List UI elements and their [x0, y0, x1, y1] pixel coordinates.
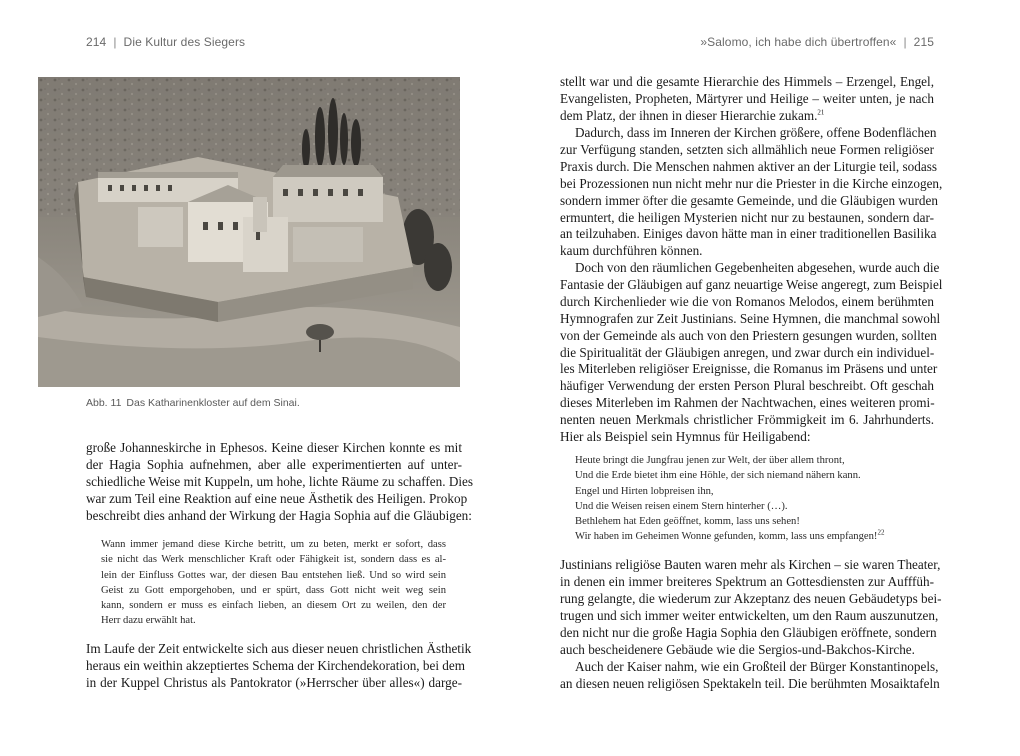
- figure-caption-text: Das Katharinenkloster auf dem Sinai.: [126, 397, 300, 409]
- text-line: Hymnografen zur Zeit Justinians. Seine Hymnen, die manchmal sowohl: [560, 310, 941, 326]
- right-running-head: [700, 35, 934, 49]
- right-paragraph-3: [560, 260, 943, 446]
- figure-caption: [86, 397, 300, 409]
- left-page-number: 214: [86, 35, 107, 49]
- text-line: trugen und sich immer weiter entwickelten, um den Raum auszunutzen,: [560, 607, 939, 623]
- text-line: häufiger Verwendung der ersten Person Plural beschreibt. Oft geschah: [560, 378, 934, 394]
- text-line: zur Verfügung standen, setzten sich allmählich neue Formen religiöser: [560, 141, 934, 157]
- monastery-photo: [38, 77, 460, 387]
- text-line: stellt war und die gesamte Hierarchie des Himmels – Erzengel, Engel,: [560, 74, 934, 89]
- text-line: rung gelangte, die wiederum zur Akzeptanz des neuen Gebäudetyps bei-: [560, 590, 942, 606]
- text-line: an diesen neuen religiösen Spektakeln teil. Die berühmten Mosaiktafeln: [560, 675, 940, 691]
- text-line: Fantasie der Gläubigen auf ganz neuartige Weise angeregt, zum Beispiel: [560, 276, 943, 292]
- quote-line: Herr dazu erwählt hat.: [101, 615, 196, 627]
- monastery-photo-illustration: [38, 77, 460, 387]
- text-line: war zum Teil eine Reaktion auf eine neue Ästhetik des Heiligen. Prokop: [86, 490, 468, 506]
- text-line: dieses Miterleben im Rahmen der Nachtwachen, eines weiteren promi-: [560, 395, 935, 411]
- text-line: der Hagia Sophia aufnehmen, aber alle experimentierten auf unter-: [86, 456, 462, 472]
- text-line: sondern immer öfter die gesamte Gemeinde, und die Gläubigen wurden: [560, 192, 938, 208]
- text-line: Praxis durch. Die Menschen nahmen aktiver an der Liturgie teil, sodass: [560, 158, 937, 174]
- right-running-title: »Salomo, ich habe dich übertroffen«: [700, 35, 897, 49]
- left-paragraph-1: [86, 440, 474, 525]
- text-line-content: dem Platz, der ihnen in dieser Hierarchie zukam.: [560, 107, 818, 123]
- left-running-title: Die Kultur des Siegers: [123, 35, 246, 49]
- text-line: an teilzuhaben. Einiges davon hätte man in einer traditionellen Basilika: [560, 226, 937, 242]
- poem-line: Und die Erde bietet ihm eine Höhle, der sich niemand nähern kann.: [575, 470, 861, 482]
- text-line: durch Kirchenlieder wie die von Romanos Melodos, einem berühmten: [560, 293, 934, 309]
- poem-line: [575, 529, 925, 544]
- text-line: Auch der Kaiser nahm, wie ein Großteil der Bürger Konstantinopels,: [575, 659, 939, 674]
- text-line: heraus ein weithin akzeptiertes Schema der Kirchendekoration, bei dem: [86, 657, 465, 673]
- header-separator: |: [903, 35, 907, 49]
- footnote-ref: 22: [877, 528, 885, 537]
- text-line: von der Gemeinde als auch von den Priestern gesungen wurden, sollten: [560, 327, 937, 343]
- text-line: les Miterleben religiöser Ereignisse, die Romanus im Präsens und unter: [560, 361, 938, 377]
- poem-line-content: Wir haben im Geheimen Wonne gefunden, komm, lass uns empfangen!: [575, 531, 878, 543]
- text-line: in denen ein immer breiteres Spektrum an Gottesdiensten zur Aufffüh-: [560, 573, 934, 589]
- poem-line: Heute bringt die Jungfrau jenen zur Welt, der über allem thront,: [575, 455, 845, 466]
- quote-line: Wann immer jemand diese Kirche betritt, um zu beten, merkt er sofort, dass: [101, 539, 446, 550]
- text-line: bei Prozessionen nun nicht mehr nur die Priester in die Kirche einzogen,: [560, 175, 943, 191]
- prokop-quote: [101, 537, 446, 629]
- right-page-number: 215: [913, 35, 934, 49]
- text-line: die Spiritualität der Gläubigen anregen, und zwar durch ein individuel-: [560, 344, 935, 360]
- quote-line: lein der Einfluss Gottes war, der diesen Bau entstehen ließ. Und so wird sein: [101, 569, 446, 581]
- text-line: Hier als Beispiel sein Hymnus für Heiligabend:: [560, 429, 811, 445]
- text-line: beschreibt dies anhand der Wirkung der Hagia Sophia auf die Gläubigen:: [86, 507, 472, 523]
- right-paragraph-1: [560, 74, 934, 125]
- text-line: große Johanneskirche in Ephesos. Keine dieser Kirchen konnte es mit: [86, 440, 462, 455]
- text-line: Dadurch, dass im Inneren der Kirchen größere, offene Bodenflächen: [575, 125, 937, 140]
- text-line: Justinians religiöse Bauten waren mehr als Kirchen – sie waren Theater,: [560, 557, 941, 572]
- quote-line: Geist zu Gott emporgehoben, und er spürt, dass Gott nicht weit weg sein: [101, 584, 446, 596]
- quote-line: sie nicht das Werk menschlicher Kraft oder Fähigkeit ist, sondern dass es al-: [101, 554, 446, 566]
- text-line: Doch von den räumlichen Gegebenheiten abgesehen, wurde auch die: [575, 260, 940, 275]
- text-line: ermuntert, die heiligen Mysterien nicht nur zu bestaunen, sondern dar-: [560, 209, 934, 225]
- left-running-head: [86, 35, 245, 49]
- footnote-ref: 21: [817, 108, 825, 117]
- text-line: kaum durchführen können.: [560, 243, 703, 259]
- text-line: [560, 108, 934, 125]
- right-paragraph-5: [560, 659, 940, 693]
- right-paragraph-4: [560, 557, 942, 658]
- text-line: schiedliche Weise mit Kuppeln, um hohe, lichte Räume zu schaffen. Dies: [86, 473, 474, 489]
- text-line: in der Kuppel Christus als Pantokrator (»Herrscher über alles«) darge-: [86, 674, 462, 690]
- hymn-quote: [575, 453, 925, 545]
- poem-line: Und die Weisen reisen einem Stern hinterher (…).: [575, 500, 788, 512]
- text-line: nenten neuen Merkmals christlicher Frömmigkeit im 6. Jahrhunderts.: [560, 412, 934, 428]
- quote-line: kann, sondern er muss es einfach lieben, an diesem Ort zu weilen, den der: [101, 600, 446, 612]
- text-line: den nicht nur die große Hagia Sophia den Gläubigen eröffnete, sondern: [560, 624, 937, 640]
- poem-line: Engel und Hirten lobpreisen ihn,: [575, 485, 714, 497]
- figure-number: Abb. 11: [86, 397, 122, 409]
- left-paragraph-2: [86, 641, 472, 692]
- text-line: auch bescheidenere Gebäude wie die Sergios-und-Bakchos-Kirche.: [560, 641, 915, 657]
- text-line: Evangelisten, Propheten, Märtyrer und Heilige – weiter unten, je nach: [560, 90, 934, 106]
- right-paragraph-2: [560, 125, 943, 260]
- poem-line: Bethlehem hat Eden geöffnet, komm, lass uns sehen!: [575, 516, 800, 528]
- right-page: [510, 0, 1020, 756]
- header-separator: |: [113, 35, 117, 49]
- text-line: Im Laufe der Zeit entwickelte sich aus dieser neuen christlichen Ästhetik: [86, 641, 472, 656]
